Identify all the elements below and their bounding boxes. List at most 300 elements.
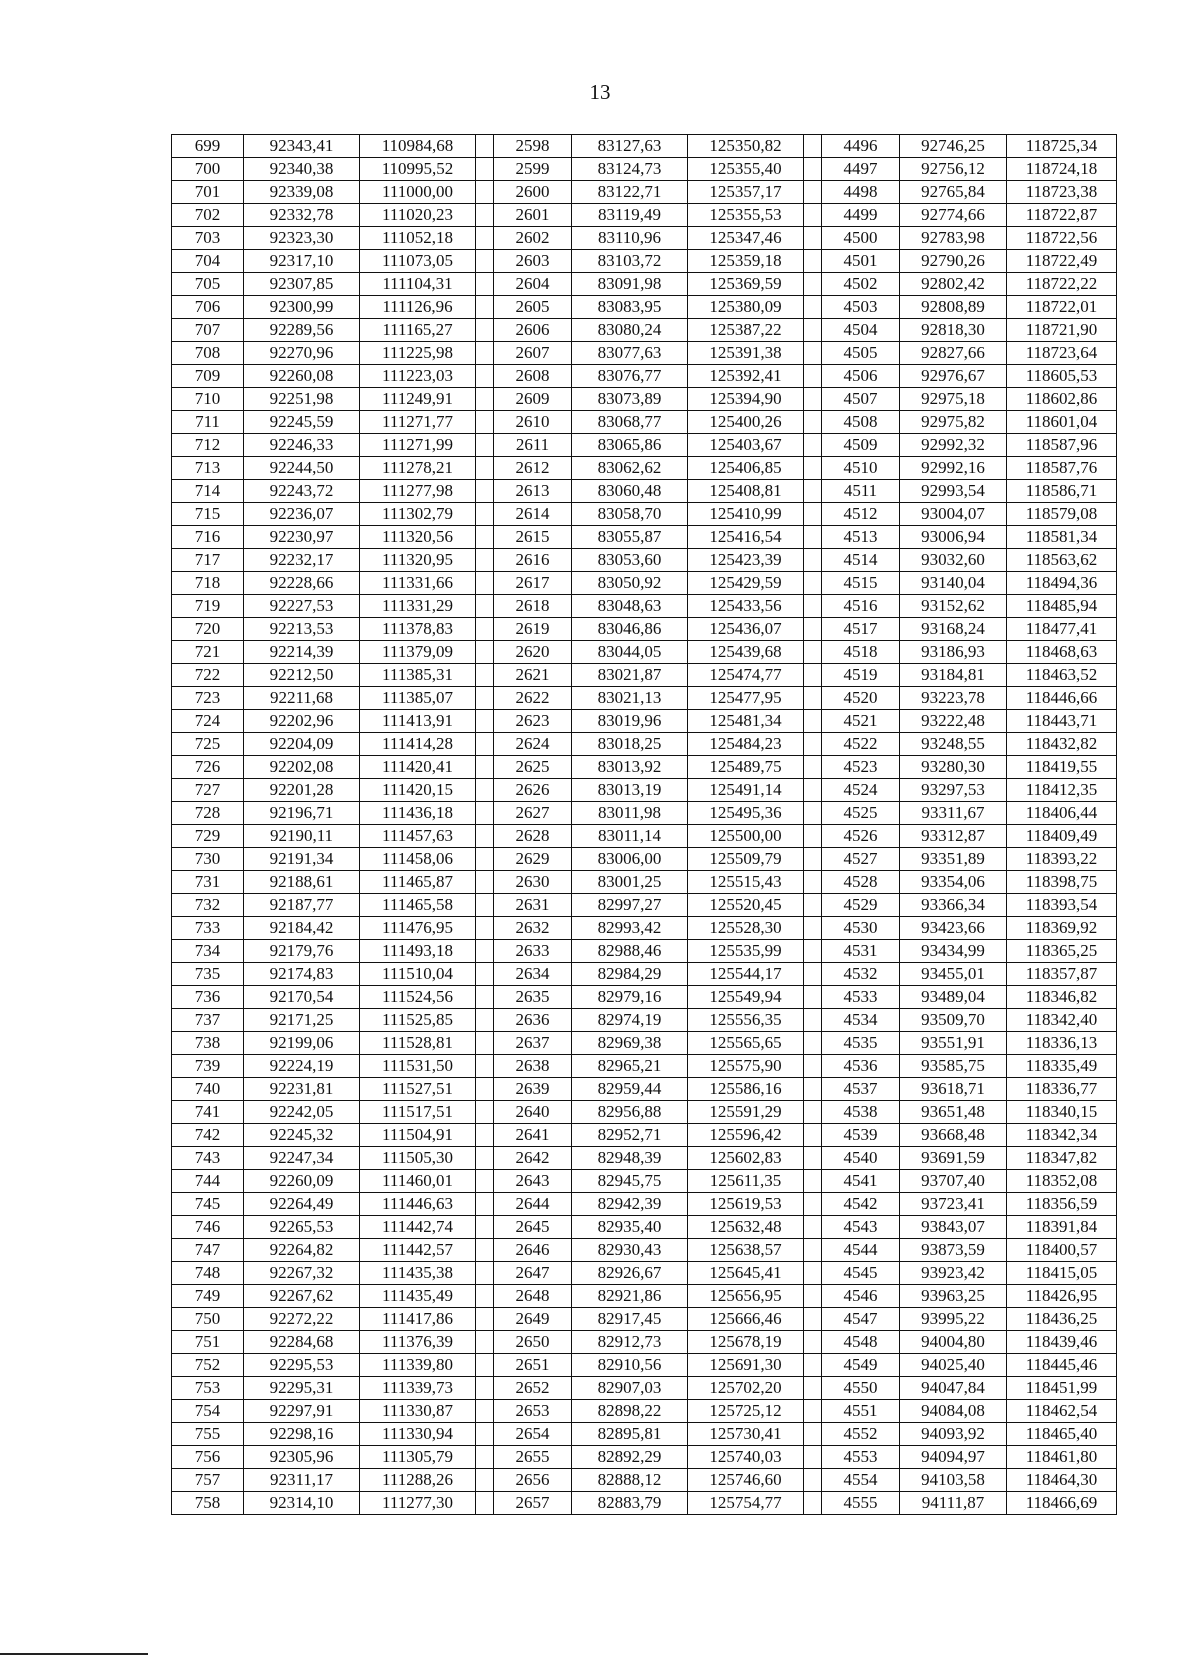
column-separator <box>804 204 822 227</box>
table-row <box>172 733 1117 756</box>
table-row <box>172 1308 1117 1331</box>
column-separator <box>804 227 822 250</box>
table-row <box>172 986 1117 1009</box>
cell-y-coordinate-group-2: 125403,67 <box>688 434 804 457</box>
column-separator <box>476 250 494 273</box>
column-separator <box>804 802 822 825</box>
column-separator <box>476 273 494 296</box>
cell-x-coordinate-group-2: 83048,63 <box>572 595 688 618</box>
cell-y-coordinate-group-1: 111510,04 <box>360 963 476 986</box>
page-number: 13 <box>589 80 611 104</box>
cell-y-coordinate-group-2: 125656,95 <box>688 1285 804 1308</box>
cell-x-coordinate-group-1: 92190,11 <box>244 825 360 848</box>
cell-point-number-group-2: 2635 <box>494 986 572 1009</box>
table-row <box>172 503 1117 526</box>
column-separator <box>476 342 494 365</box>
column-separator <box>476 549 494 572</box>
cell-x-coordinate-group-1: 92267,62 <box>244 1285 360 1308</box>
cell-point-number-group-1: 748 <box>172 1262 244 1285</box>
cell-y-coordinate-group-1: 111436,18 <box>360 802 476 825</box>
cell-y-coordinate-group-3: 118393,54 <box>1007 894 1117 917</box>
cell-point-number-group-3: 4545 <box>822 1262 900 1285</box>
cell-y-coordinate-group-3: 118406,44 <box>1007 802 1117 825</box>
cell-y-coordinate-group-2: 125394,90 <box>688 388 804 411</box>
cell-x-coordinate-group-1: 92244,50 <box>244 457 360 480</box>
table-row <box>172 572 1117 595</box>
cell-x-coordinate-group-2: 82888,12 <box>572 1469 688 1492</box>
column-separator <box>476 1446 494 1469</box>
cell-y-coordinate-group-1: 111330,87 <box>360 1400 476 1423</box>
column-separator <box>804 1423 822 1446</box>
cell-x-coordinate-group-2: 83053,60 <box>572 549 688 572</box>
cell-point-number-group-1: 744 <box>172 1170 244 1193</box>
cell-x-coordinate-group-1: 92289,56 <box>244 319 360 342</box>
cell-x-coordinate-group-3: 94004,80 <box>900 1331 1007 1354</box>
cell-x-coordinate-group-1: 92247,34 <box>244 1147 360 1170</box>
cell-x-coordinate-group-1: 92230,97 <box>244 526 360 549</box>
cell-point-number-group-2: 2654 <box>494 1423 572 1446</box>
cell-x-coordinate-group-1: 92214,39 <box>244 641 360 664</box>
cell-y-coordinate-group-3: 118409,49 <box>1007 825 1117 848</box>
column-separator <box>476 756 494 779</box>
cell-point-number-group-3: 4533 <box>822 986 900 1009</box>
cell-y-coordinate-group-1: 111528,81 <box>360 1032 476 1055</box>
cell-y-coordinate-group-1: 110984,68 <box>360 135 476 158</box>
cell-point-number-group-2: 2652 <box>494 1377 572 1400</box>
cell-point-number-group-3: 4534 <box>822 1009 900 1032</box>
cell-x-coordinate-group-1: 92284,68 <box>244 1331 360 1354</box>
cell-x-coordinate-group-1: 92270,96 <box>244 342 360 365</box>
cell-y-coordinate-group-2: 125730,41 <box>688 1423 804 1446</box>
cell-y-coordinate-group-2: 125678,19 <box>688 1331 804 1354</box>
table-row <box>172 250 1117 273</box>
cell-y-coordinate-group-3: 118346,82 <box>1007 986 1117 1009</box>
cell-point-number-group-2: 2598 <box>494 135 572 158</box>
column-separator <box>476 1400 494 1423</box>
cell-point-number-group-1: 724 <box>172 710 244 733</box>
column-separator <box>804 710 822 733</box>
cell-point-number-group-2: 2624 <box>494 733 572 756</box>
cell-y-coordinate-group-3: 118723,38 <box>1007 181 1117 204</box>
cell-point-number-group-3: 4521 <box>822 710 900 733</box>
cell-point-number-group-3: 4551 <box>822 1400 900 1423</box>
column-separator <box>804 457 822 480</box>
cell-y-coordinate-group-3: 118335,49 <box>1007 1055 1117 1078</box>
cell-x-coordinate-group-3: 93489,04 <box>900 986 1007 1009</box>
column-separator <box>804 1262 822 1285</box>
cell-point-number-group-1: 718 <box>172 572 244 595</box>
cell-y-coordinate-group-1: 111271,99 <box>360 434 476 457</box>
cell-x-coordinate-group-1: 92188,61 <box>244 871 360 894</box>
cell-point-number-group-1: 712 <box>172 434 244 457</box>
column-separator <box>804 1055 822 1078</box>
column-separator <box>804 687 822 710</box>
cell-point-number-group-3: 4537 <box>822 1078 900 1101</box>
cell-x-coordinate-group-2: 82984,29 <box>572 963 688 986</box>
column-separator <box>476 319 494 342</box>
column-separator <box>476 1078 494 1101</box>
cell-y-coordinate-group-2: 125565,65 <box>688 1032 804 1055</box>
cell-x-coordinate-group-1: 92264,49 <box>244 1193 360 1216</box>
cell-point-number-group-2: 2641 <box>494 1124 572 1147</box>
cell-x-coordinate-group-1: 92307,85 <box>244 273 360 296</box>
cell-x-coordinate-group-2: 82898,22 <box>572 1400 688 1423</box>
cell-x-coordinate-group-3: 93366,34 <box>900 894 1007 917</box>
cell-y-coordinate-group-1: 111420,15 <box>360 779 476 802</box>
cell-x-coordinate-group-3: 93963,25 <box>900 1285 1007 1308</box>
table-row <box>172 1354 1117 1377</box>
cell-point-number-group-1: 701 <box>172 181 244 204</box>
cell-point-number-group-2: 2649 <box>494 1308 572 1331</box>
column-separator <box>476 1377 494 1400</box>
table-row <box>172 664 1117 687</box>
cell-point-number-group-3: 4504 <box>822 319 900 342</box>
cell-y-coordinate-group-3: 118400,57 <box>1007 1239 1117 1262</box>
table-row <box>172 1492 1117 1515</box>
cell-y-coordinate-group-1: 111525,85 <box>360 1009 476 1032</box>
cell-x-coordinate-group-3: 93843,07 <box>900 1216 1007 1239</box>
column-separator <box>804 825 822 848</box>
table-row <box>172 457 1117 480</box>
table-row <box>172 434 1117 457</box>
table-row <box>172 388 1117 411</box>
cell-y-coordinate-group-2: 125515,43 <box>688 871 804 894</box>
cell-y-coordinate-group-3: 118466,69 <box>1007 1492 1117 1515</box>
cell-point-number-group-1: 723 <box>172 687 244 710</box>
table-row <box>172 181 1117 204</box>
column-separator <box>476 1285 494 1308</box>
cell-y-coordinate-group-3: 118451,99 <box>1007 1377 1117 1400</box>
column-separator <box>476 1331 494 1354</box>
cell-point-number-group-3: 4531 <box>822 940 900 963</box>
cell-y-coordinate-group-1: 111524,56 <box>360 986 476 1009</box>
cell-y-coordinate-group-3: 118586,71 <box>1007 480 1117 503</box>
cell-y-coordinate-group-3: 118462,54 <box>1007 1400 1117 1423</box>
column-separator <box>804 641 822 664</box>
cell-point-number-group-3: 4526 <box>822 825 900 848</box>
cell-x-coordinate-group-3: 92756,12 <box>900 158 1007 181</box>
column-separator <box>804 940 822 963</box>
column-separator <box>476 894 494 917</box>
column-separator <box>476 158 494 181</box>
cell-y-coordinate-group-3: 118722,49 <box>1007 250 1117 273</box>
cell-x-coordinate-group-1: 92171,25 <box>244 1009 360 1032</box>
cell-x-coordinate-group-1: 92264,82 <box>244 1239 360 1262</box>
cell-point-number-group-1: 709 <box>172 365 244 388</box>
column-separator <box>476 825 494 848</box>
cell-y-coordinate-group-2: 125408,81 <box>688 480 804 503</box>
cell-point-number-group-2: 2634 <box>494 963 572 986</box>
cell-x-coordinate-group-2: 82883,79 <box>572 1492 688 1515</box>
cell-y-coordinate-group-1: 111517,51 <box>360 1101 476 1124</box>
cell-y-coordinate-group-3: 118725,34 <box>1007 135 1117 158</box>
cell-x-coordinate-group-2: 83076,77 <box>572 365 688 388</box>
cell-x-coordinate-group-1: 92184,42 <box>244 917 360 940</box>
cell-point-number-group-2: 2602 <box>494 227 572 250</box>
cell-point-number-group-1: 755 <box>172 1423 244 1446</box>
cell-x-coordinate-group-2: 83124,73 <box>572 158 688 181</box>
column-separator <box>476 388 494 411</box>
cell-point-number-group-1: 710 <box>172 388 244 411</box>
cell-x-coordinate-group-3: 93923,42 <box>900 1262 1007 1285</box>
cell-x-coordinate-group-3: 94103,58 <box>900 1469 1007 1492</box>
cell-point-number-group-1: 707 <box>172 319 244 342</box>
table-row <box>172 595 1117 618</box>
column-separator <box>804 1147 822 1170</box>
column-separator <box>804 733 822 756</box>
cell-point-number-group-3: 4546 <box>822 1285 900 1308</box>
table-row <box>172 1124 1117 1147</box>
cell-y-coordinate-group-3: 118722,87 <box>1007 204 1117 227</box>
column-separator <box>804 365 822 388</box>
table-row <box>172 1170 1117 1193</box>
cell-y-coordinate-group-1: 111302,79 <box>360 503 476 526</box>
cell-x-coordinate-group-2: 82956,88 <box>572 1101 688 1124</box>
cell-y-coordinate-group-1: 111531,50 <box>360 1055 476 1078</box>
cell-y-coordinate-group-1: 111339,73 <box>360 1377 476 1400</box>
cell-x-coordinate-group-3: 92790,26 <box>900 250 1007 273</box>
cell-y-coordinate-group-3: 118436,25 <box>1007 1308 1117 1331</box>
column-separator <box>804 1492 822 1515</box>
cell-point-number-group-1: 732 <box>172 894 244 917</box>
column-separator <box>476 1216 494 1239</box>
cell-x-coordinate-group-3: 92765,84 <box>900 181 1007 204</box>
table-row <box>172 526 1117 549</box>
cell-x-coordinate-group-2: 83065,86 <box>572 434 688 457</box>
cell-point-number-group-3: 4518 <box>822 641 900 664</box>
cell-y-coordinate-group-1: 111249,91 <box>360 388 476 411</box>
cell-x-coordinate-group-3: 93006,94 <box>900 526 1007 549</box>
table-row <box>172 779 1117 802</box>
cell-y-coordinate-group-1: 111331,29 <box>360 595 476 618</box>
cell-x-coordinate-group-1: 92202,08 <box>244 756 360 779</box>
cell-x-coordinate-group-1: 92295,53 <box>244 1354 360 1377</box>
column-separator <box>476 917 494 940</box>
column-separator <box>476 664 494 687</box>
column-separator <box>804 158 822 181</box>
cell-x-coordinate-group-3: 92976,67 <box>900 365 1007 388</box>
column-separator <box>804 181 822 204</box>
cell-y-coordinate-group-3: 118477,41 <box>1007 618 1117 641</box>
column-separator <box>804 1308 822 1331</box>
cell-point-number-group-2: 2622 <box>494 687 572 710</box>
cell-x-coordinate-group-2: 82912,73 <box>572 1331 688 1354</box>
cell-x-coordinate-group-3: 93423,66 <box>900 917 1007 940</box>
cell-y-coordinate-group-2: 125691,30 <box>688 1354 804 1377</box>
cell-point-number-group-3: 4511 <box>822 480 900 503</box>
cell-y-coordinate-group-2: 125591,29 <box>688 1101 804 1124</box>
cell-x-coordinate-group-2: 83122,71 <box>572 181 688 204</box>
cell-x-coordinate-group-1: 92311,17 <box>244 1469 360 1492</box>
cell-y-coordinate-group-3: 118336,13 <box>1007 1032 1117 1055</box>
cell-x-coordinate-group-1: 92305,96 <box>244 1446 360 1469</box>
cell-point-number-group-1: 720 <box>172 618 244 641</box>
cell-x-coordinate-group-3: 94025,40 <box>900 1354 1007 1377</box>
cell-point-number-group-1: 737 <box>172 1009 244 1032</box>
cell-point-number-group-2: 2613 <box>494 480 572 503</box>
cell-point-number-group-1: 726 <box>172 756 244 779</box>
cell-point-number-group-2: 2655 <box>494 1446 572 1469</box>
cell-y-coordinate-group-2: 125556,35 <box>688 1009 804 1032</box>
column-separator <box>476 986 494 1009</box>
cell-x-coordinate-group-2: 83073,89 <box>572 388 688 411</box>
cell-x-coordinate-group-3: 93873,59 <box>900 1239 1007 1262</box>
cell-y-coordinate-group-3: 118432,82 <box>1007 733 1117 756</box>
cell-point-number-group-2: 2626 <box>494 779 572 802</box>
cell-point-number-group-2: 2623 <box>494 710 572 733</box>
cell-x-coordinate-group-2: 82942,39 <box>572 1193 688 1216</box>
cell-point-number-group-2: 2645 <box>494 1216 572 1239</box>
cell-x-coordinate-group-2: 82945,75 <box>572 1170 688 1193</box>
column-separator <box>804 1285 822 1308</box>
column-separator <box>476 434 494 457</box>
cell-y-coordinate-group-3: 118443,71 <box>1007 710 1117 733</box>
cell-point-number-group-3: 4508 <box>822 411 900 434</box>
column-separator <box>804 296 822 319</box>
cell-point-number-group-3: 4539 <box>822 1124 900 1147</box>
cell-y-coordinate-group-3: 118356,59 <box>1007 1193 1117 1216</box>
cell-x-coordinate-group-1: 92187,77 <box>244 894 360 917</box>
cell-x-coordinate-group-1: 92202,96 <box>244 710 360 733</box>
cell-point-number-group-1: 736 <box>172 986 244 1009</box>
cell-x-coordinate-group-3: 93140,04 <box>900 572 1007 595</box>
cell-x-coordinate-group-2: 83021,87 <box>572 664 688 687</box>
cell-point-number-group-3: 4498 <box>822 181 900 204</box>
column-separator <box>476 618 494 641</box>
cell-point-number-group-1: 757 <box>172 1469 244 1492</box>
cell-y-coordinate-group-1: 111339,80 <box>360 1354 476 1377</box>
cell-x-coordinate-group-3: 93222,48 <box>900 710 1007 733</box>
column-separator <box>476 227 494 250</box>
table-row <box>172 296 1117 319</box>
cell-y-coordinate-group-3: 118391,84 <box>1007 1216 1117 1239</box>
cell-point-number-group-3: 4535 <box>822 1032 900 1055</box>
cell-x-coordinate-group-2: 83119,49 <box>572 204 688 227</box>
cell-y-coordinate-group-2: 125544,17 <box>688 963 804 986</box>
column-separator <box>804 1354 822 1377</box>
cell-point-number-group-1: 746 <box>172 1216 244 1239</box>
column-separator <box>476 503 494 526</box>
cell-y-coordinate-group-2: 125423,39 <box>688 549 804 572</box>
cell-y-coordinate-group-3: 118579,08 <box>1007 503 1117 526</box>
cell-y-coordinate-group-1: 111073,05 <box>360 250 476 273</box>
cell-point-number-group-1: 721 <box>172 641 244 664</box>
cell-y-coordinate-group-3: 118412,35 <box>1007 779 1117 802</box>
cell-y-coordinate-group-1: 111104,31 <box>360 273 476 296</box>
cell-point-number-group-1: 740 <box>172 1078 244 1101</box>
column-separator <box>804 779 822 802</box>
cell-point-number-group-3: 4538 <box>822 1101 900 1124</box>
cell-point-number-group-3: 4529 <box>822 894 900 917</box>
table-row <box>172 894 1117 917</box>
column-separator <box>804 1009 822 1032</box>
cell-x-coordinate-group-1: 92212,50 <box>244 664 360 687</box>
cell-x-coordinate-group-2: 83013,19 <box>572 779 688 802</box>
cell-x-coordinate-group-3: 93668,48 <box>900 1124 1007 1147</box>
cell-point-number-group-1: 750 <box>172 1308 244 1331</box>
cell-x-coordinate-group-1: 92332,78 <box>244 204 360 227</box>
cell-point-number-group-2: 2646 <box>494 1239 572 1262</box>
table-row <box>172 802 1117 825</box>
column-separator <box>804 963 822 986</box>
cell-point-number-group-2: 2644 <box>494 1193 572 1216</box>
cell-x-coordinate-group-3: 93248,55 <box>900 733 1007 756</box>
column-separator <box>804 595 822 618</box>
cell-y-coordinate-group-1: 111330,94 <box>360 1423 476 1446</box>
cell-x-coordinate-group-1: 92191,34 <box>244 848 360 871</box>
cell-y-coordinate-group-2: 125350,82 <box>688 135 804 158</box>
column-separator <box>476 1147 494 1170</box>
column-separator <box>804 135 822 158</box>
cell-x-coordinate-group-3: 92802,42 <box>900 273 1007 296</box>
cell-y-coordinate-group-1: 111465,58 <box>360 894 476 917</box>
cell-point-number-group-3: 4512 <box>822 503 900 526</box>
cell-x-coordinate-group-3: 93585,75 <box>900 1055 1007 1078</box>
cell-x-coordinate-group-3: 92783,98 <box>900 227 1007 250</box>
cell-x-coordinate-group-2: 83006,00 <box>572 848 688 871</box>
column-separator <box>476 411 494 434</box>
cell-point-number-group-3: 4522 <box>822 733 900 756</box>
cell-point-number-group-2: 2616 <box>494 549 572 572</box>
cell-y-coordinate-group-2: 125638,57 <box>688 1239 804 1262</box>
column-separator <box>804 894 822 917</box>
cell-x-coordinate-group-3: 93168,24 <box>900 618 1007 641</box>
cell-x-coordinate-group-2: 82892,29 <box>572 1446 688 1469</box>
column-separator <box>476 457 494 480</box>
cell-y-coordinate-group-2: 125347,46 <box>688 227 804 250</box>
cell-x-coordinate-group-1: 92300,99 <box>244 296 360 319</box>
cell-point-number-group-3: 4500 <box>822 227 900 250</box>
cell-x-coordinate-group-3: 92975,82 <box>900 411 1007 434</box>
cell-y-coordinate-group-3: 118342,40 <box>1007 1009 1117 1032</box>
column-separator <box>804 1193 822 1216</box>
cell-x-coordinate-group-2: 82935,40 <box>572 1216 688 1239</box>
cell-point-number-group-2: 2650 <box>494 1331 572 1354</box>
column-separator <box>476 710 494 733</box>
cell-x-coordinate-group-1: 92199,06 <box>244 1032 360 1055</box>
cell-point-number-group-2: 2638 <box>494 1055 572 1078</box>
cell-point-number-group-3: 4542 <box>822 1193 900 1216</box>
cell-x-coordinate-group-2: 83011,98 <box>572 802 688 825</box>
cell-point-number-group-2: 2628 <box>494 825 572 848</box>
cell-x-coordinate-group-3: 92808,89 <box>900 296 1007 319</box>
cell-x-coordinate-group-2: 83011,14 <box>572 825 688 848</box>
cell-x-coordinate-group-2: 82910,56 <box>572 1354 688 1377</box>
column-separator <box>476 940 494 963</box>
cell-point-number-group-3: 4553 <box>822 1446 900 1469</box>
column-separator <box>804 549 822 572</box>
cell-y-coordinate-group-1: 111413,91 <box>360 710 476 733</box>
cell-x-coordinate-group-2: 82997,27 <box>572 894 688 917</box>
table-row <box>172 1216 1117 1239</box>
cell-y-coordinate-group-2: 125484,23 <box>688 733 804 756</box>
cell-x-coordinate-group-1: 92260,08 <box>244 365 360 388</box>
cell-point-number-group-1: 699 <box>172 135 244 158</box>
table-row <box>172 756 1117 779</box>
cell-x-coordinate-group-1: 92174,83 <box>244 963 360 986</box>
cell-y-coordinate-group-1: 111420,41 <box>360 756 476 779</box>
cell-point-number-group-3: 4549 <box>822 1354 900 1377</box>
table-row <box>172 158 1117 181</box>
cell-y-coordinate-group-1: 111126,96 <box>360 296 476 319</box>
cell-y-coordinate-group-1: 111271,77 <box>360 411 476 434</box>
cell-x-coordinate-group-1: 92243,72 <box>244 480 360 503</box>
cell-x-coordinate-group-1: 92201,28 <box>244 779 360 802</box>
cell-point-number-group-3: 4544 <box>822 1239 900 1262</box>
cell-x-coordinate-group-2: 82979,16 <box>572 986 688 1009</box>
cell-y-coordinate-group-3: 118336,77 <box>1007 1078 1117 1101</box>
cell-point-number-group-2: 2607 <box>494 342 572 365</box>
